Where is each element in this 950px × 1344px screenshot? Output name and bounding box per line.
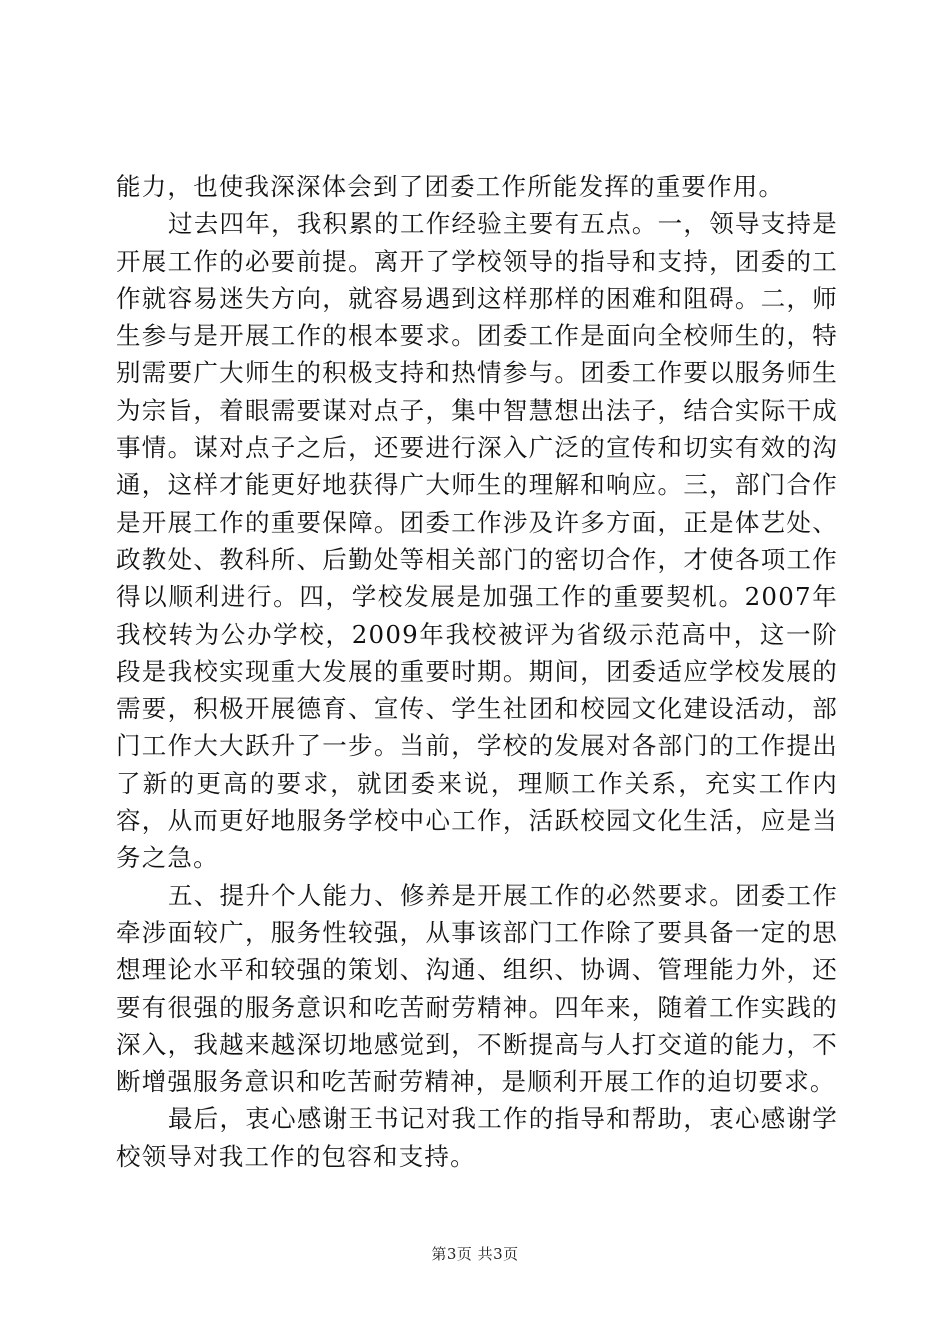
- page-number-footer: 第3页 共3页: [431, 1245, 519, 1263]
- paragraph-continuation: 能力，也使我深深体会到了团委工作所能发挥的重要作用。: [116, 172, 785, 201]
- document-body: [116, 168, 838, 1175]
- paragraph-personal-ability: 五、提升个人能力、修养是开展工作的必然要求。团委工作牵涉面较广，服务性较强，从事该部门工作除了要具备一定的思想理论水平和较强的策划、沟通、组织、协调、管理能力外，还要有很强的服务意识和吃苦耐劳精神。四年来，随着工作实践的深入，我越来越深切地感觉到，不断提高与人打交道的能力，不断增强服务意识和吃苦耐劳精神，是顺利开展工作的迫切要求。: [116, 880, 838, 1097]
- paragraph-work-experience: 过去四年，我积累的工作经验主要有五点。一，领导支持是开展工作的必要前提。离开了学校领导的指导和支持，团委的工作就容易迷失方向，就容易遇到这样那样的困难和阻碍。二，师生参与是开展工作的根本要求。团委工作是面向全校师生的，特别需要广大师生的积极支持和热情参与。团委工作要以服务师生为宗旨，着眼需要谋对点子，集中智慧想出法子，结合实际干成事情。谋对点子之后，还要进行深入广泛的宣传和切实有效的沟通，这样才能更好地获得广大师生的理解和响应。三，部门合作是开展工作的重要保障。团委工作涉及许多方面，正是体艺处、政教处、教科所、后勤处等相关部门的密切合作，才使各项工作得以顺利进行。四，学校发展是加强工作的重要契机。2007年我校转为公办学校，2009年我校被评为省级示范高中，这一阶段是我校实现重大发展的重要时期。期间，团委适应学校发展的需要，积极开展德育、宣传、学生社团和校园文化建设活动，部门工作大大跃升了一步。当前，学校的发展对各部门的工作提出了新的更高的要求，就团委来说，理顺工作关系，充实工作内容，从而更好地服务学校中心工作，活跃校园文化生活，应是当务之急。: [116, 209, 838, 873]
- paragraph-thanks: 最后，衷心感谢王书记对我工作的指导和帮助，衷心感谢学校领导对我工作的包容和支持。: [116, 1104, 838, 1171]
